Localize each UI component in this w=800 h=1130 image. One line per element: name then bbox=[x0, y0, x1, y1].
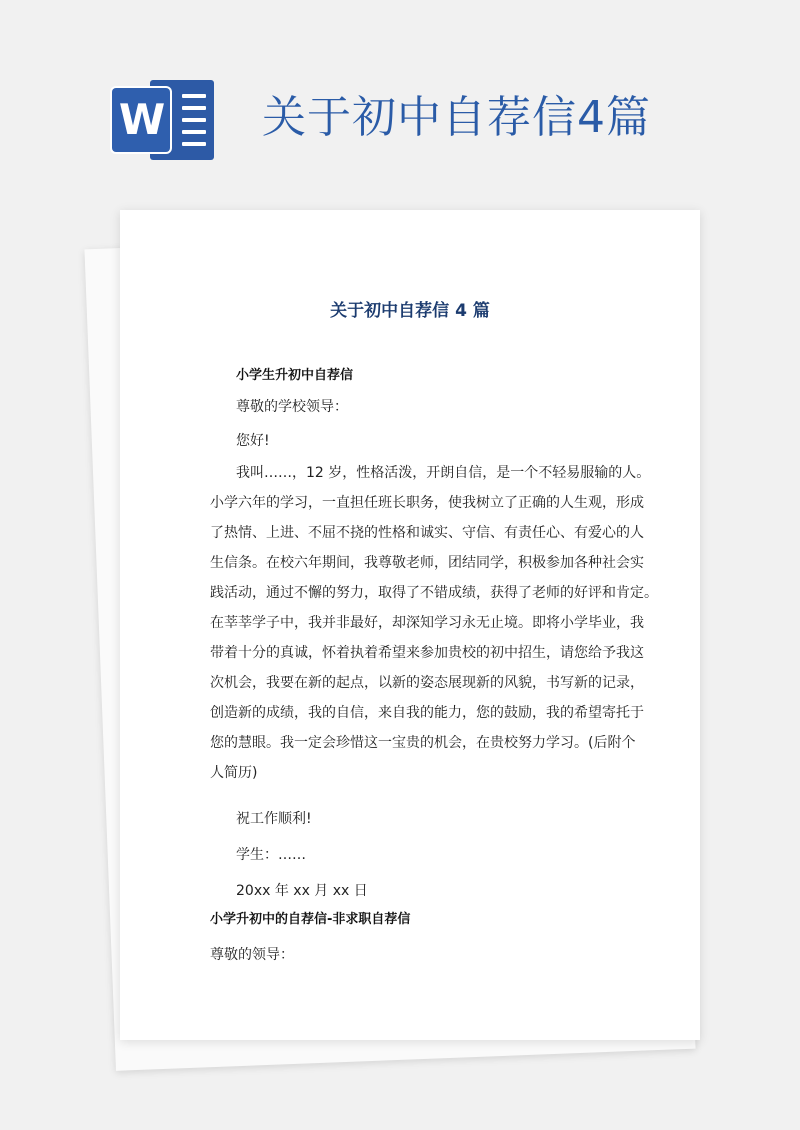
body-line: 带着十分的真诚，怀着执着希望来参加贵校的初中招生，请您给予我这 bbox=[210, 645, 644, 661]
body-line: 小学六年的学习，一直担任班长职务，使我树立了正确的人生观，形成 bbox=[210, 495, 644, 511]
body-line: 您的慧眼。我一定会珍惜这一宝贵的机会，在贵校努力学习。(后附个 bbox=[210, 735, 636, 751]
salutation-2: 尊敬的领导： bbox=[210, 947, 294, 963]
closing: 祝工作顺利! bbox=[236, 811, 312, 827]
signature: 学生：…… bbox=[236, 847, 306, 863]
body-line: 践活动，通过不懈的努力，取得了不错成绩，获得了老师的好评和肯定。 bbox=[210, 585, 658, 601]
section-heading-2: 小学升初中的自荐信-非求职自荐信 bbox=[210, 912, 411, 927]
body-line: 在莘莘学子中，我并非最好，却深知学习永无止境。即将小学毕业，我 bbox=[210, 615, 644, 631]
document-page bbox=[120, 210, 700, 1040]
body-line: 生信条。在校六年期间，我尊敬老师，团结同学，积极参加各种社会实 bbox=[210, 555, 644, 571]
body-line: 创造新的成绩，我的自信，来自我的能力，您的鼓励，我的希望寄托于 bbox=[210, 705, 644, 721]
header bbox=[0, 0, 800, 200]
word-w-badge bbox=[112, 88, 170, 152]
salutation-1: 尊敬的学校领导： bbox=[236, 399, 348, 415]
section-heading-1: 小学生升初中自荐信 bbox=[236, 368, 354, 383]
date: 20xx 年 xx 月 xx 日 bbox=[236, 883, 368, 899]
body-line: 人简历) bbox=[210, 765, 258, 781]
word-document-icon bbox=[112, 80, 216, 160]
body-line: 我叫……，12 岁，性格活泼，开朗自信，是一个不轻易服输的人。 bbox=[236, 465, 651, 481]
letter-body bbox=[210, 458, 658, 788]
page-title: 关于初中自荐信4篇 bbox=[262, 92, 651, 143]
document-title: 关于初中自荐信 4 篇 bbox=[330, 301, 490, 321]
body-line: 了热情、上进、不屈不挠的性格和诚实、守信、有责任心、有爱心的人 bbox=[210, 525, 644, 541]
word-w-letter: W bbox=[118, 95, 164, 144]
body-line: 次机会，我要在新的起点，以新的姿态展现新的风貌，书写新的记录， bbox=[210, 675, 644, 691]
greeting: 您好! bbox=[236, 433, 270, 449]
